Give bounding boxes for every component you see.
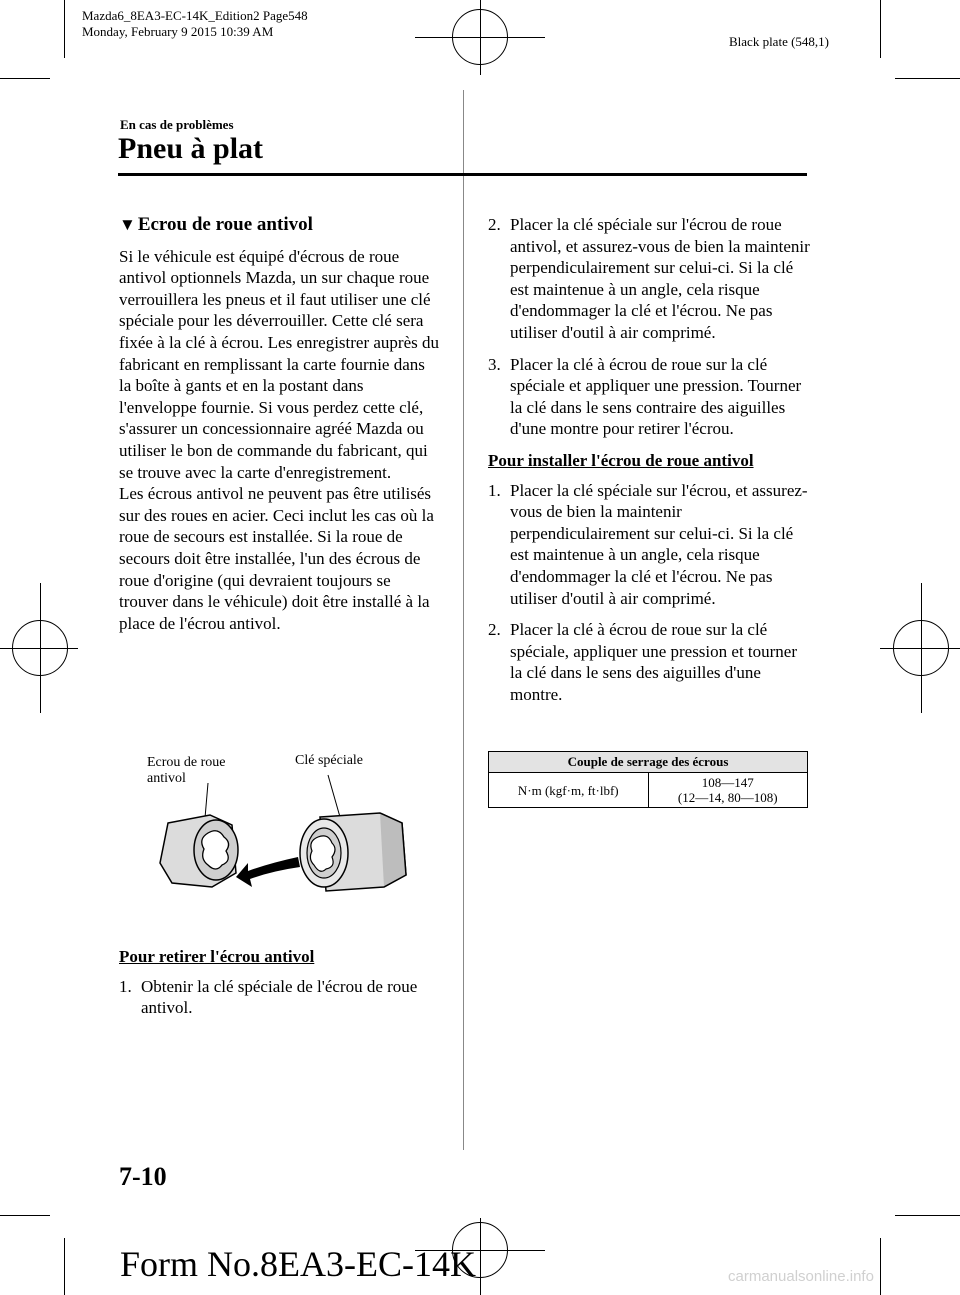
torque-table-header: Couple de serrage des écrous <box>489 752 808 773</box>
lock-nut-figure <box>140 745 430 935</box>
install-heading: Pour installer l'écrou de roue antivol <box>488 450 754 470</box>
watermark: carmanualsonline.info <box>728 1268 874 1285</box>
print-metadata <box>82 8 308 40</box>
triangle-marker-icon: ▼ <box>119 215 136 234</box>
lock-nut-illustration <box>140 745 430 935</box>
right-column <box>488 214 810 715</box>
section-heading <box>119 214 441 236</box>
figure-label-key: Clé spéciale <box>295 753 364 768</box>
figure-label-nut: Ecrou de roue antivol <box>147 755 226 786</box>
lock-nut-shape <box>160 815 238 887</box>
section-heading-text: Ecrou de roue antivol <box>137 214 313 235</box>
torque-value-cell: 108―147 (12―14, 80―108) <box>648 773 808 808</box>
install-steps <box>488 480 810 706</box>
remove-steps-left <box>119 976 441 1019</box>
page-number: 7-10 <box>119 1162 167 1191</box>
list-item: 1. Placer la clé spéciale sur l'écrou, et assurez-vous de bien la maintenir perpendiculairement sur celui-ci. Si la clé est maintenue à un angle, cela risque d'endommager la clé et l'écrou. Ne pas utiliser d'outil à air comprimé. <box>488 480 808 608</box>
remove-heading: Pour retirer l'écrou antivol <box>119 947 315 966</box>
steel-wheel-paragraph: Les écrous antivol ne peuvent pas être utilisés sur des roues en acier. Ceci inclut les cas où la roue de secours est installée. Si la roue de secours doit être installée, l'un des écrous de roue d'origine (qui devraient toujours se trouver dans le véhicule) doit être installé à la place de l'écrou antivol. <box>119 484 434 633</box>
list-item: 3. Placer la clé à écrou de roue sur la clé spéciale et appliquer une pression. Tourner la clé dans le sens contraire des aiguilles d'une montre pour retirer l'écrou. <box>488 354 802 439</box>
page-title: Pneu à plat <box>118 132 264 165</box>
torque-table <box>488 751 808 808</box>
left-column <box>119 214 441 634</box>
remove-steps-right <box>488 214 810 440</box>
intro-paragraph: Si le véhicule est équipé d'écrous de roue antivol optionnels Mazda, un sur chaque roue verrouillera les pneus et il faut utiliser une clé spéciale pour les déverrouiller. Cette clé sera fixée à la clé à écrou. Les enregistrer auprès du fabricant en remplissant la carte fournie dans la boîte à gants et en la postant dans l'enveloppe fournie. Si vous perdez cette clé, s'assurer un concessionnaire agréé Mazda ou utiliser le bon de commande du fabricant, qui se trouve avec la carte d'enregistrement. <box>119 246 439 482</box>
list-item: 2. Placer la clé spéciale sur l'écrou de roue antivol, et assurez-vous de bien la maintenir perpendiculairement sur celui-ci. Si la clé est maintenue à un angle, cela risque d'endommager la clé et l'écrou. Ne pas utiliser d'outil à air comprimé. <box>488 215 810 342</box>
section-label: En cas de problèmes <box>120 117 234 132</box>
remove-section-left <box>119 946 441 1029</box>
title-rule <box>118 173 807 176</box>
torque-unit-cell: N·m (kgf·m, ft·lbf) <box>489 773 649 808</box>
list-item: 2. Placer la clé à écrou de roue sur la clé spéciale, appliquer une pression et tourner la clé dans le sens des aiguilles d'une montre. <box>488 620 798 704</box>
special-key-shape <box>300 813 406 891</box>
list-item: 1. Obtenir la clé spéciale de l'écrou de roue antivol. <box>119 976 418 1018</box>
file-line: Mazda6_8EA3-EC-14K_Edition2 Page548 <box>82 8 308 23</box>
plate-label: Black plate (548,1) <box>729 34 829 49</box>
date-line: Monday, February 9 2015 10:39 AM <box>82 24 274 39</box>
form-number: Form No.8EA3-EC-14K <box>120 1244 476 1284</box>
direction-arrow <box>236 857 300 887</box>
